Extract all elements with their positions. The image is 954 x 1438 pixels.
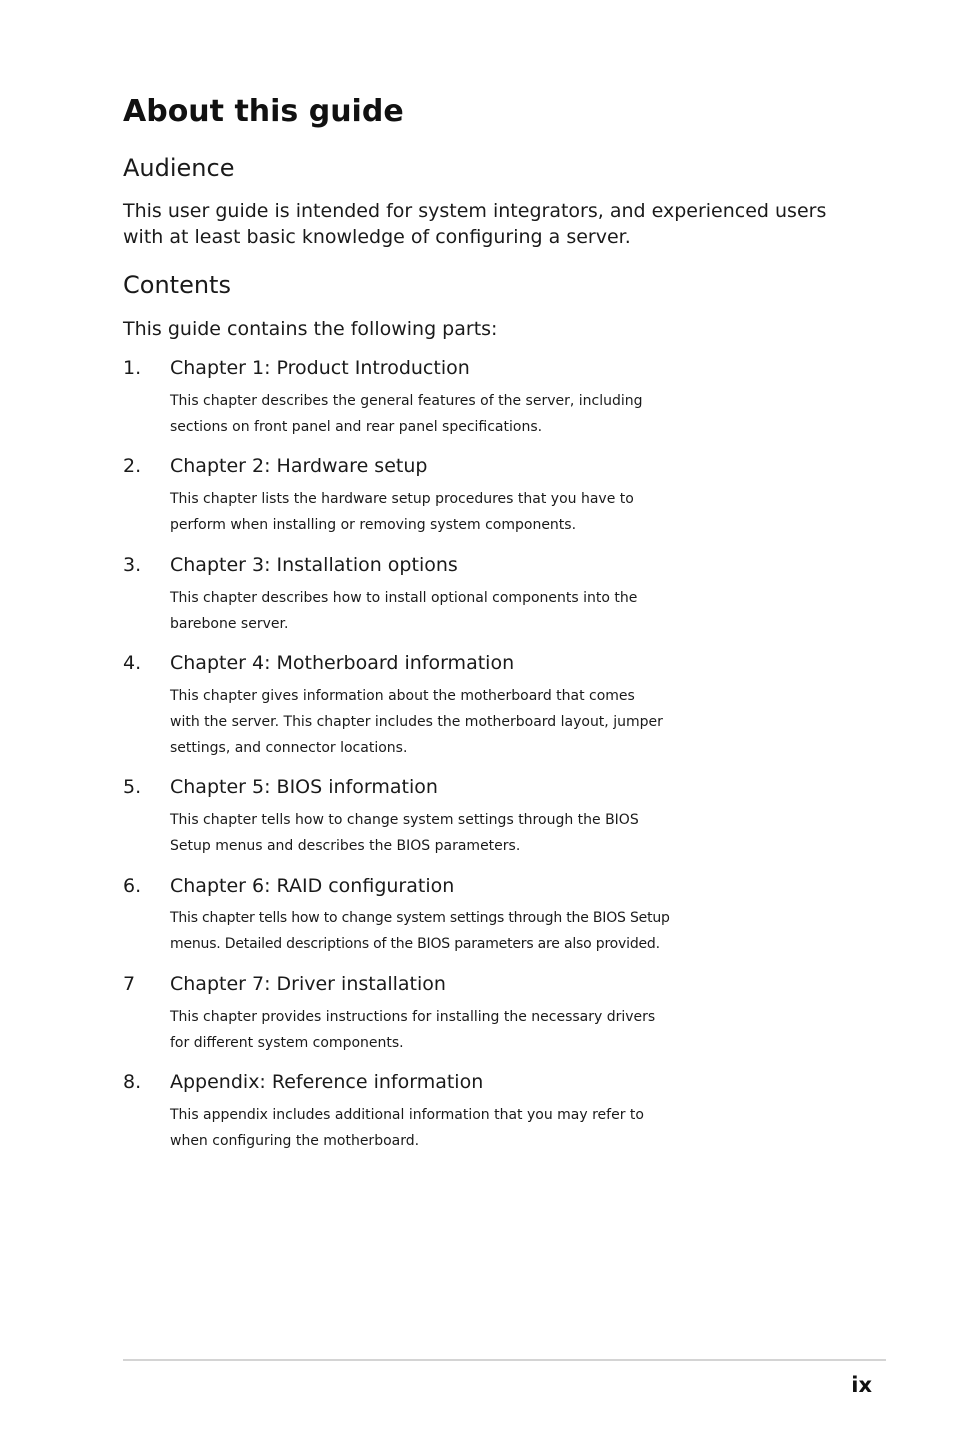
list-item-title: Chapter 6: RAID configuration	[170, 875, 455, 897]
list-item-description	[170, 388, 850, 440]
list-item-title: Chapter 3: Installation options	[170, 554, 458, 576]
description-line: when configuring the motherboard.	[170, 1133, 420, 1149]
list-item-description	[170, 1004, 850, 1056]
description-line: This appendix includes additional information that you may refer to	[170, 1107, 644, 1123]
list-item-title: Chapter 5: BIOS information	[170, 776, 438, 798]
list-item-number: 8.	[123, 1071, 142, 1093]
description-line: This chapter describes the general features of the server, including	[170, 393, 643, 409]
list-item-description	[170, 585, 850, 637]
description-line: This chapter lists the hardware setup procedures that you have to	[170, 491, 634, 507]
description-line: with the server. This chapter includes the motherboard layout, jumper	[170, 714, 663, 730]
list-item-description	[170, 1102, 850, 1154]
list-item-number: 6.	[123, 875, 142, 897]
description-line: barebone server.	[170, 616, 289, 632]
list-item-number: 7	[123, 973, 136, 995]
description-line: menus. Detailed descriptions of the BIOS parameters are also provided.	[170, 936, 660, 952]
list-item-title: Appendix: Reference information	[170, 1071, 484, 1093]
list-item-description	[170, 683, 850, 761]
description-line: This chapter describes how to install optional components into the	[170, 590, 638, 606]
description-line: sections on front panel and rear panel specifications.	[170, 419, 543, 435]
list-item-number: 4.	[123, 652, 142, 674]
audience-heading: Audience	[123, 154, 235, 182]
list-item-title: Chapter 1: Product Introduction	[170, 357, 470, 379]
list-item-description	[170, 486, 850, 538]
audience-line-1: This user guide is intended for system integrators, and experienced users	[123, 200, 827, 222]
footer-divider	[123, 1359, 886, 1361]
list-item-title: Chapter 4: Motherboard information	[170, 652, 515, 674]
description-line: This chapter tells how to change system settings through the BIOS Setup	[170, 910, 670, 926]
description-line: settings, and connector locations.	[170, 740, 408, 756]
description-line: for different system components.	[170, 1035, 404, 1051]
list-item-number: 2.	[123, 455, 142, 477]
list-item-description	[170, 905, 850, 957]
description-line: This chapter provides instructions for installing the necessary drivers	[170, 1009, 656, 1025]
list-item-description	[170, 807, 850, 859]
list-item-number: 1.	[123, 357, 142, 379]
audience-paragraph	[123, 198, 826, 250]
list-item-number: 3.	[123, 554, 142, 576]
description-line: perform when installing or removing system components.	[170, 517, 577, 533]
description-line: This chapter tells how to change system settings through the BIOS	[170, 812, 639, 828]
page-number: ix	[851, 1373, 872, 1397]
contents-heading: Contents	[123, 271, 231, 299]
audience-line-2: with at least basic knowledge of configuring a server.	[123, 226, 631, 248]
list-item-title: Chapter 2: Hardware setup	[170, 455, 428, 477]
list-item-number: 5.	[123, 776, 142, 798]
description-line: This chapter gives information about the motherboard that comes	[170, 688, 635, 704]
description-line: Setup menus and describes the BIOS parameters.	[170, 838, 521, 854]
list-item-title: Chapter 7: Driver installation	[170, 973, 446, 995]
page-title: About this guide	[123, 94, 404, 129]
contents-intro: This guide contains the following parts:	[123, 318, 498, 340]
